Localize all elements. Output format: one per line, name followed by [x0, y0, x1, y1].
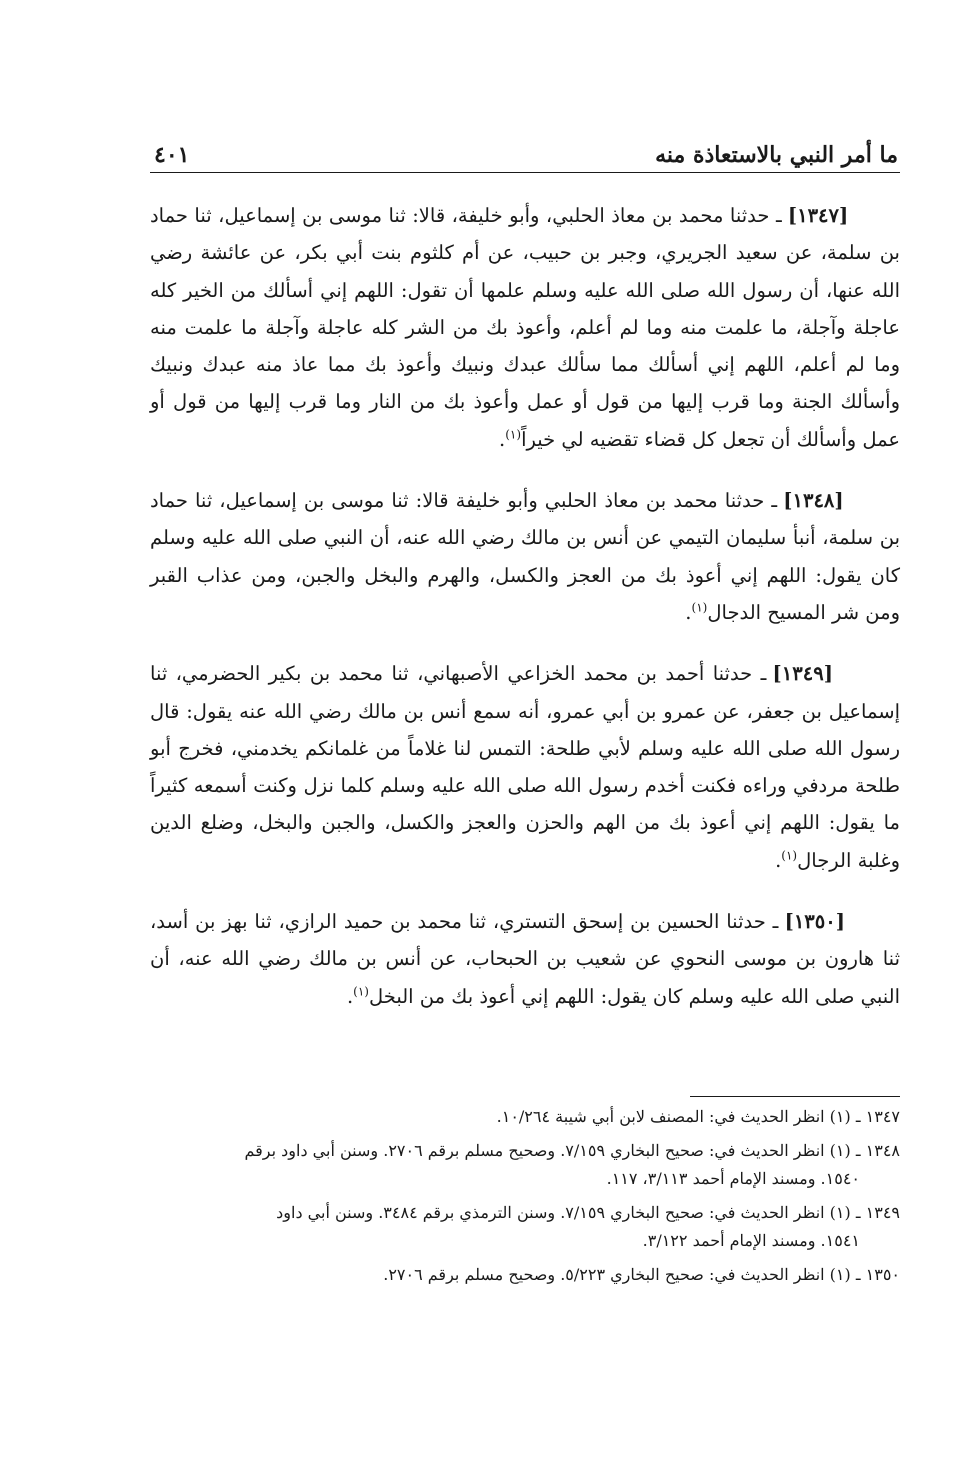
- hadith-number: [١٣٤٩]: [772, 662, 833, 686]
- hadith-text: ـ حدثنا أحمد بن محمد الخزاعي الأصبهاني، ثنا محمد بن بكير الحضرمي، ثنا إسماعيل بن جعفر، عن عمرو بن أبي عمرو، أنه سمع أنس بن مالك رضي الله عنه يقول: قال رسول الله صلى الله عليه وسلم لأبي طلحة: التمس لنا غلاماً من غلمانكم يخدمني، فخرج أبو طلحة مردفي وراءه فكنت أخدم رسول الله صلى الله عليه وسلم كلما نزل وكنت أسمعه كثيراً ما يقول: اللهم إني أعوذ بك من الهم والحزن والعجز والكسل، والجبن والبخل، وضلع الدين وغلبة الرجال: [150, 662, 900, 872]
- footnote-item: [150, 1137, 900, 1193]
- footnote-marker[interactable]: (١): [505, 427, 522, 442]
- hadith-number: [١٣٤٨]: [783, 489, 844, 513]
- footnote-line: ١٣٥٠ ـ (١) انظر الحديث في: صحيح البخاري ٥/٢٢٣. وصحيح مسلم برقم ٢٧٠٦.: [383, 1265, 900, 1284]
- hadith-number: [١٣٤٧]: [787, 204, 849, 227]
- footnote-line: ١٣٤٨ ـ (١) انظر الحديث في: صحيح البخاري ٧/١٥٩. وصحيح مسلم برقم ٢٧٠٦. وسنن أبي داود برقم: [244, 1141, 900, 1160]
- footnote-item: [150, 1261, 900, 1289]
- footnote-continuation: ١٥٤٠. ومسند الإمام أحمد ٣/١١٣، ١١٧.: [606, 1169, 860, 1188]
- footnote-continuation: ١٥٤١. ومسند الإمام أحمد ٣/١٢٢.: [642, 1231, 860, 1250]
- hadith-end: .: [685, 600, 692, 624]
- hadith-paragraph: [150, 482, 900, 631]
- footnote-item: [150, 1103, 900, 1131]
- page: [150, 118, 900, 1039]
- page-number: ٤٠١: [154, 142, 190, 168]
- hadith-paragraph: [150, 903, 900, 1015]
- hadith-paragraph: [150, 197, 900, 458]
- hadith-text: ـ حدثنا الحسين بن إسحق التستري، ثنا محمد بن حميد الرازي، ثنا بهز بن أسد، ثنا هارون بن موسى النحوي عن شعيب بن الحبحاب، عن أنس بن مالك رضي الله عنه، أن النبي صلى الله عليه وسلم كان يقول: اللهم إني أعوذ بك من البخل: [150, 910, 900, 1008]
- footnotes-section: [150, 1096, 900, 1289]
- hadith-number: [١٣٥٠]: [784, 910, 845, 934]
- hadith-end: .: [499, 427, 506, 451]
- footnote-marker[interactable]: (١): [353, 984, 369, 999]
- footnote-marker[interactable]: (١): [691, 600, 708, 615]
- footnote-marker[interactable]: (١): [781, 848, 798, 863]
- main-text: [150, 197, 900, 1015]
- footnote-line: ١٣٤٩ ـ (١) انظر الحديث في: صحيح البخاري ٧/١٥٩. وسنن الترمذي برقم ٣٤٨٤. وسنن أبي داود: [276, 1203, 900, 1222]
- hadith-end: .: [346, 984, 354, 1008]
- hadith-paragraph: [150, 655, 900, 879]
- hadith-end: .: [775, 848, 782, 872]
- footnote-divider: [690, 1096, 900, 1097]
- footnote-item: [150, 1199, 900, 1255]
- chapter-title: ما أمر النبي بالاستعاذة منه: [655, 142, 898, 168]
- running-header: [150, 118, 900, 173]
- hadith-text: ـ حدثنا محمد بن معاذ الحلبي، وأبو خليفة، قالا: ثنا موسى بن إسماعيل، ثنا حماد بن سلمة، عن سعيد الجريري، وجبر بن حبيب، عن أم كلثوم بنت أبي بكر، عن عائشة رضي الله عنها، أن رسول الله صلى الله عليه وسلم علمها أن تقول: اللهم إني أسألك من الخير كله عاجلة وآجلة، ما علمت منه وما لم أعلم، وأعوذ بك من الشر كله عاجلة وآجلة ما علمت منه وما لم أعلم، اللهم إني أسألك مما سألك عبدك ونبيك وأعوذ بك مما عاذ منه عبدك ونبيك وأسألك الجنة وما قرب إليها من قول أو عمل وأعوذ بك من النار وما قرب إليها من قول أو عمل وأسألك أن تجعل كل قضاء تقضيه لي خيراً: [150, 204, 900, 451]
- footnote-line: ١٣٤٧ ـ (١) انظر الحديث في: المصنف لابن أبي شيبة ١٠/٢٦٤.: [496, 1107, 900, 1126]
- hadith-text: ـ حدثنا محمد بن معاذ الحلبي وأبو خليفة قالا: ثنا موسى بن إسماعيل، ثنا حماد بن سلمة، أنبأ سليمان التيمي عن أنس بن مالك رضي الله عنه، أن النبي صلى الله عليه وسلم كان يقول: اللهم إني أعوذ بك من العجز والكسل، والهرم والبخل والجبن، ومن عذاب القبر ومن شر المسيح الدجال: [150, 489, 900, 624]
